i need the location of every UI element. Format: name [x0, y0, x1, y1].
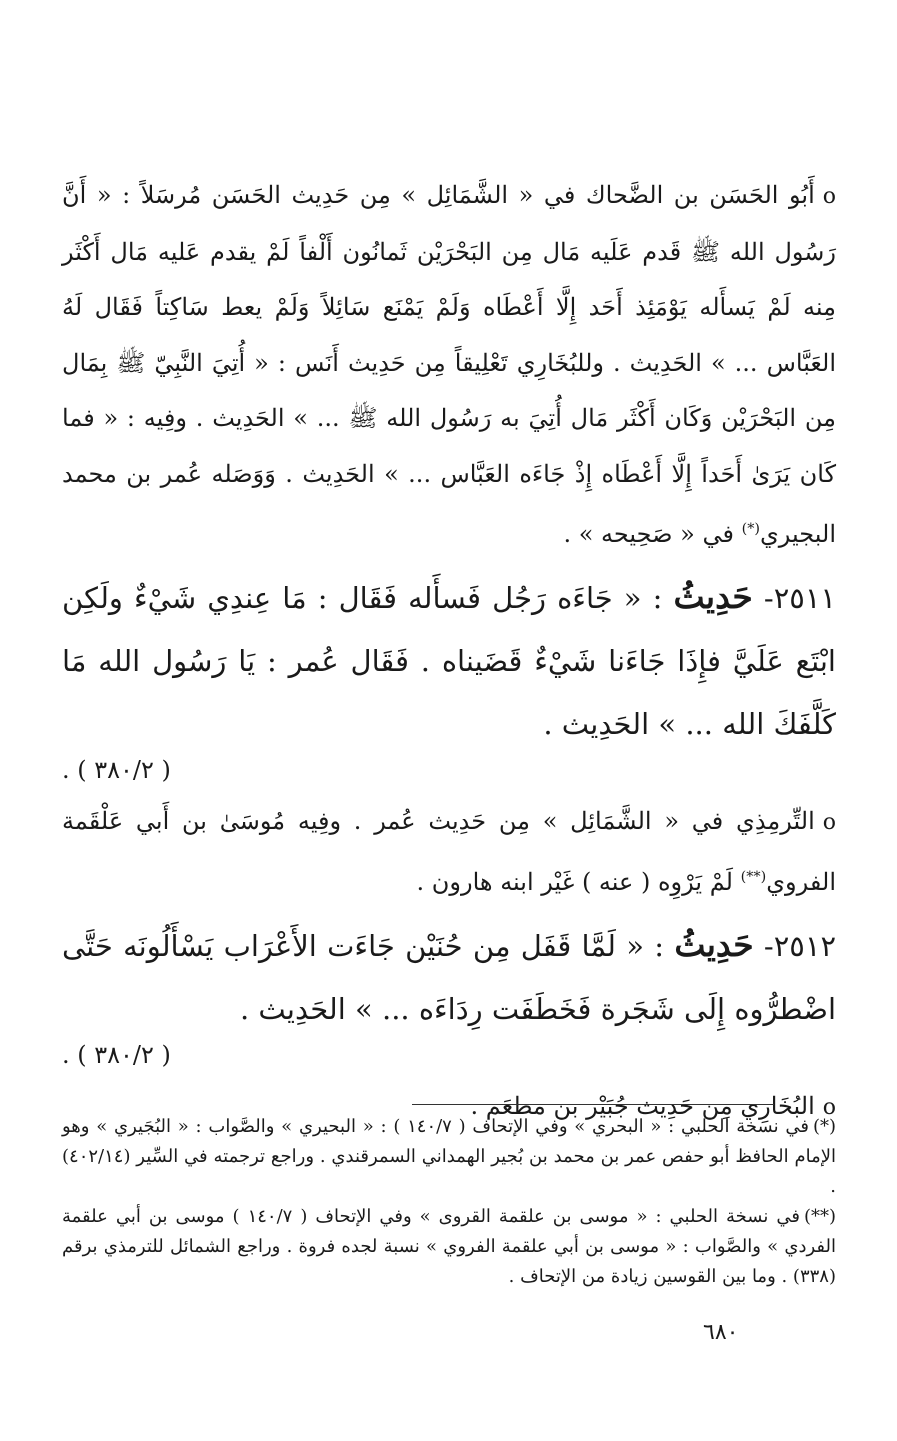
- footnote-mark: (**): [803, 1206, 836, 1227]
- hadith-heading: حَدِيثُ: [673, 576, 753, 616]
- paragraph-commentary-1: [62, 168, 836, 563]
- volume-page-reference: ( ٣٨٠/٢ ) .: [62, 1040, 171, 1069]
- footnotes: [62, 1112, 836, 1292]
- footnote-1: [62, 1112, 836, 1202]
- footnote-2: [62, 1202, 836, 1292]
- volume-page-reference: ( ٣٨٠/٢ ) .: [62, 755, 171, 784]
- page-number: ٦٨٠: [703, 1320, 739, 1345]
- circle-marker-icon: ο: [822, 1094, 836, 1120]
- hadith-text: : « لَمَّا قَفَل مِن حُنَيْن جَاءَت الأَعْرَاب يَسْأَلُونَه حَتَّى اضْطرُّوه إِلَى شَجَرة فَخَطَفَت رِدَاءَه ... » الحَدِيث .: [62, 928, 836, 1026]
- paragraph-tail: لَمْ يَرْوِه ( عنه ) غَيْر ابنه هارون .: [416, 868, 741, 896]
- footnote-reference[interactable]: (**): [740, 869, 767, 885]
- hadith-number: ٢٥١٢-: [763, 928, 837, 963]
- hadith-text: : « جَاءَه رَجُل فَسأَله فَقَال : مَا عِندِي شَيْءٌ ولَكِن ابْتَع عَلَيَّ فإِذَا جَاءَنا شَيْءٌ قَضَيناه . فَقَال عُمر : يَا رَسُول الله مَا كَلَّفَكَ الله ... » الحَدِيث .: [62, 580, 836, 741]
- hadith-2512: [62, 913, 836, 1041]
- hadith-heading: حَدِيثُ: [674, 924, 754, 964]
- circle-marker-icon: ο: [822, 809, 837, 835]
- footnote-mark: (*): [812, 1116, 836, 1137]
- paragraph-commentary-2: [62, 794, 836, 911]
- paragraph-text: أَبُو الحَسَن بن الضَّحاك في « الشَّمَائِل » مِن حَدِيث الحَسَن مُرسَلاً : « أَنَّ رَسُول الله ﷺ قَدم عَلَيه مَال مِن البَحْرَيْن ثَمانُون أَلْفاً لَمْ يقدم عَليه مَال أَكْثَر مِنه لَمْ يَسأَله يَوْمَئِذ أَحَد إِلَّا أَعْطَاه وَلَمْ يَمْنَع سَائِلاً وَلَمْ يعط سَاكِتاً فَقَال لَهُ العَبَّاس ... » الحَدِيث . وللبُخَارِي تَعْلِيقاً مِن حَدِيث أَنَس : « أُتِيَ النَّبِيّ ﷺ بِمَال مِن البَحْرَيْن وَكَان أَكْثَر مَال أُتِيَ به رَسُول الله ﷺ ... » الحَدِيث . وفِيه : « فما كَان يَرَىٰ أَحَداً إِلَّا أَعْطَاه إِذْ جَاءَه العَبَّاس ... » الحَدِيث . وَوَصَله عُمر بن محمد البجيري: [62, 181, 836, 548]
- paragraph-tail: في « صَحِيحه » .: [563, 520, 742, 548]
- footnote-text: في نسخة الحلبي : « البحري » وفي الإتحاف ( ١٤٠/٧ ) : « البحيري » والصَّواب : « البُجَيري » وهو الإمام الحافظ أبو حفص عمر بن محمد بن بُجير الهمداني السمرقندي . وراجع ترجمته في السِّير (٤٠٢/١٤) .: [62, 1116, 836, 1197]
- footnote-reference[interactable]: (*): [741, 521, 761, 537]
- paragraph-text: البُخَارِي مِن حَدِيث جُبَيْر بن مطعَم .: [470, 1091, 815, 1120]
- hadith-2511-reference-row: [62, 750, 836, 790]
- hadith-number: ٢٥١١-: [763, 580, 837, 615]
- circle-marker-icon: ο: [822, 184, 836, 209]
- footnote-divider: [412, 1104, 774, 1105]
- hadith-2512-reference-row: [62, 1035, 836, 1075]
- hadith-2511: [62, 565, 836, 756]
- main-text: [62, 168, 836, 1137]
- paragraph-text: التِّرمِذِي في « الشَّمَائِل » مِن حَدِيث عُمر . وفِيه مُوسَىٰ بن أَبي عَلْقَمة الفروي: [62, 806, 836, 896]
- footnote-text: في نسخة الحلبي : « موسى بن علقمة القروى » وفي الإتحاف ( ١٤٠/٧ ) موسى بن أبي علقمة الفردي » والصَّواب : « موسى بن أبي علقمة الفروي » نسبة لجده فروة . وراجع الشمائل للترمذي برقم (٣٣٨) . وما بين القوسين زيادة من الإتحاف .: [62, 1206, 836, 1287]
